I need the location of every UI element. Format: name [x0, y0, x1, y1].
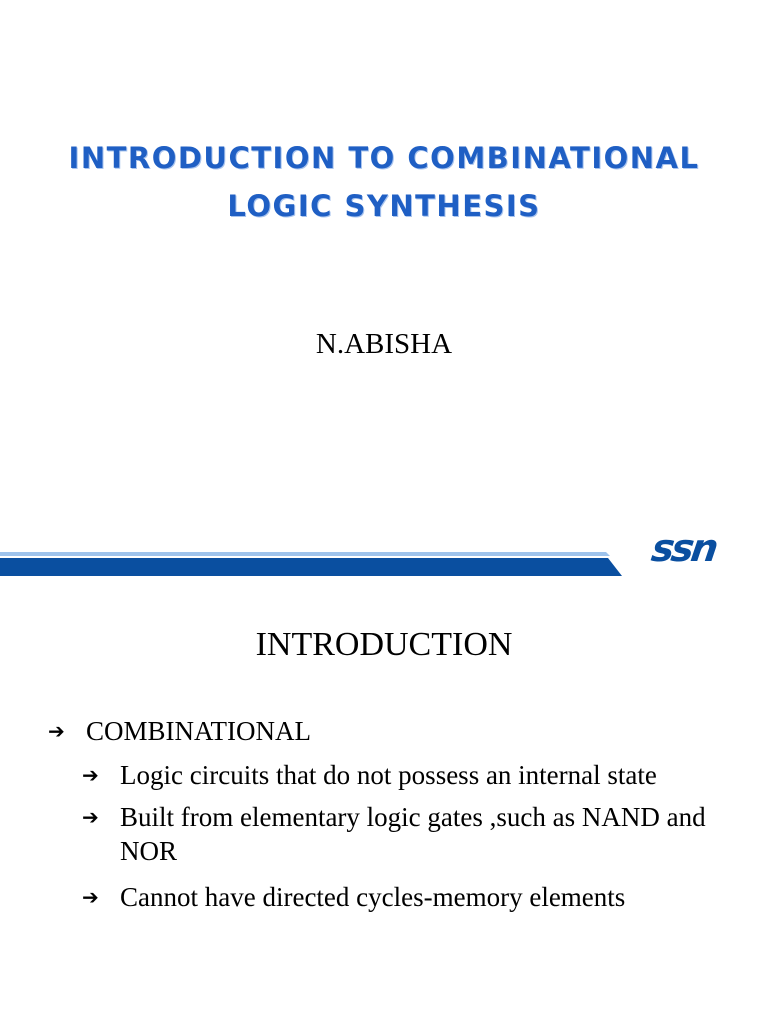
list-item [82, 880, 625, 914]
footer-stripe-light [0, 552, 610, 556]
slide-title-line-2: LOGIC SYNTHESIS [227, 189, 541, 223]
list-item-text: Cannot have directed cycles-memory elements [120, 882, 626, 912]
arrow-bullet-icon: ➔ [82, 885, 99, 909]
ssn-logo: ssn [648, 526, 719, 570]
list-item-text: COMBINATIONAL [86, 716, 311, 746]
content-slide [0, 590, 768, 1024]
list-item-text: Logic circuits that do not possess an internal state [120, 760, 657, 790]
footer-stripe [0, 548, 640, 578]
slide-title [0, 134, 768, 230]
list-item [48, 714, 311, 748]
list-item [82, 758, 657, 792]
author-name: N.ABISHA [315, 328, 453, 360]
arrow-bullet-icon: ➔ [48, 719, 65, 743]
slide-heading: INTRODUCTION [255, 626, 513, 663]
arrow-bullet-icon: ➔ [82, 763, 99, 787]
slide-title-line-1: INTRODUCTION TO COMBINATIONAL [68, 141, 700, 175]
list-item-text: Built from elementary logic gates ,such as NAND and NOR [120, 802, 706, 866]
arrow-bullet-icon: ➔ [82, 805, 99, 829]
list-item [82, 800, 750, 868]
footer-stripe-dark [0, 558, 622, 576]
